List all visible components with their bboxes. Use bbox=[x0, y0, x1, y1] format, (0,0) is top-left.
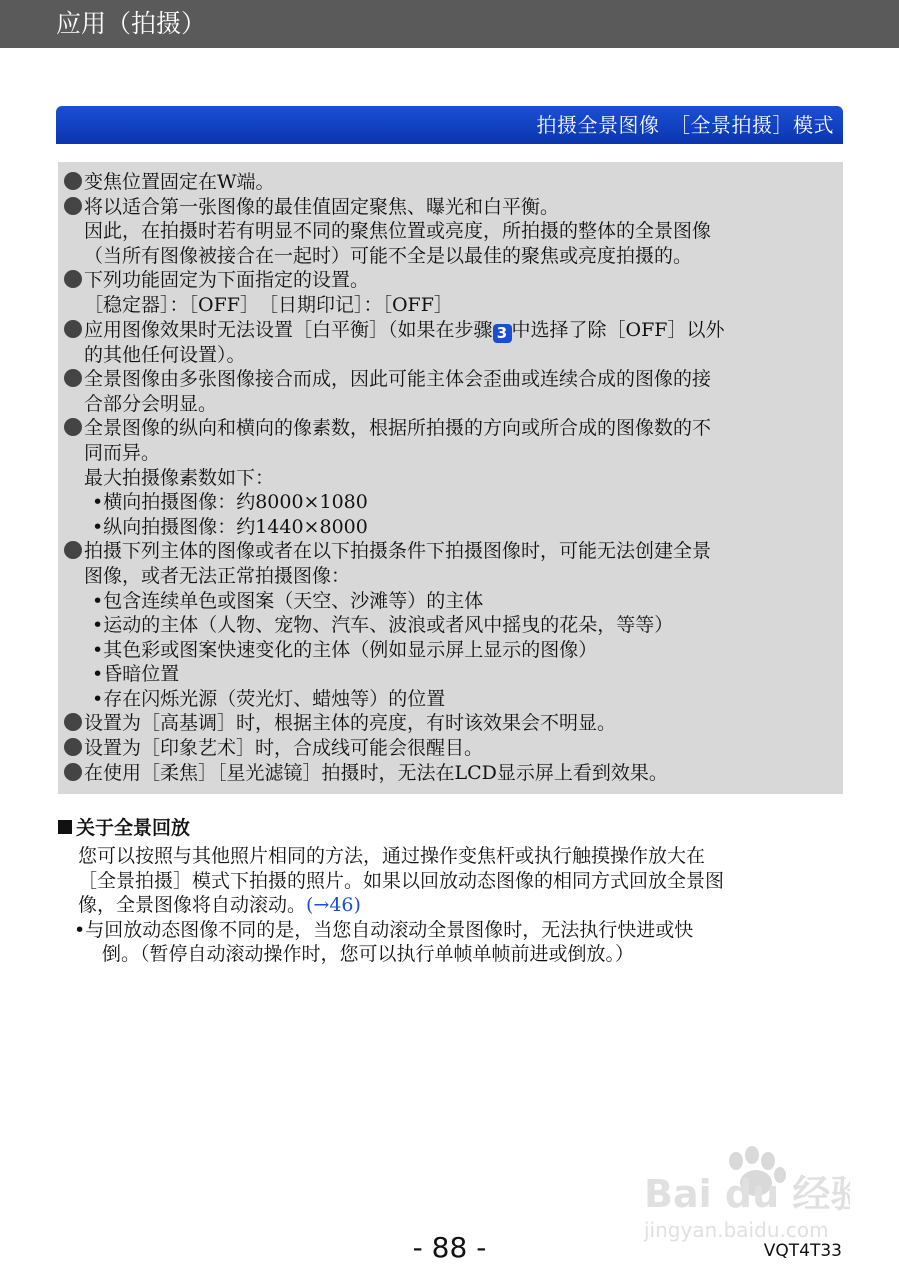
playback-note: 倒。（暂停自动滚动操作时，您可以执行单帧单帧前进或倒放。） bbox=[102, 943, 635, 966]
page-link[interactable]: (→46) bbox=[306, 894, 361, 917]
note-sub-item: •纵向拍摄图像：约1440×8000 bbox=[92, 515, 368, 538]
bullet-icon bbox=[64, 713, 82, 731]
note-item: 全景图像的纵向和横向的像素数，根据所拍摄的方向或所合成的图像数的不 bbox=[64, 416, 839, 441]
header-bar bbox=[0, 0, 899, 48]
square-bullet-icon bbox=[58, 820, 72, 834]
watermark-brand: Bai du 经验 bbox=[644, 1172, 850, 1216]
bullet-icon bbox=[64, 763, 82, 781]
note-text: 的其他任何设置）。 bbox=[84, 343, 246, 366]
note-sub-item: •包含连续单色或图案（天空、沙滩等）的主体 bbox=[92, 589, 484, 612]
note-text: ［稳定器］：［OFF］ ［日期印记］：［OFF］ bbox=[84, 293, 453, 316]
note-sub-item: •存在闪烁光源（荧光灯、蜡烛等）的位置 bbox=[92, 687, 446, 710]
note-sub-item: •运动的主体（人物、宠物、汽车、波浪或者风中摇曳的花朵，等等） bbox=[92, 614, 674, 637]
bullet-icon bbox=[64, 320, 82, 338]
note-item: 变焦位置固定在W端。 bbox=[64, 170, 839, 195]
playback-text: ［全景拍摄］模式下拍摄的照片。如果以回放动态图像的相同方式回放全景图 bbox=[78, 869, 725, 892]
step-3-icon: 3 bbox=[493, 324, 512, 343]
note-item: 全景图像由多张图像接合而成，因此可能主体会歪曲或连续合成的图像的接 bbox=[64, 367, 839, 392]
document-code: VQT4T33 bbox=[763, 1241, 842, 1261]
playback-note: •与回放动态图像不同的是，当您自动滚动全景图像时，无法执行快进或快 bbox=[74, 918, 694, 941]
note-item: 拍摄下列主体的图像或者在以下拍摄条件下拍摄图像时，可能无法创建全景 bbox=[64, 539, 839, 564]
note-text: （当所有图像被接合在一起时）可能不全是以最佳的聚焦或亮度拍摄的。 bbox=[84, 244, 693, 267]
note-item: 将以适合第一张图像的最佳值固定聚焦、曝光和白平衡。 bbox=[64, 195, 839, 220]
note-item: 应用图像效果时无法设置［白平衡］（如果在步骤 3 中选择了除［OFF］以外 bbox=[64, 318, 839, 343]
watermark bbox=[640, 1145, 850, 1245]
note-sub-item: •昏暗位置 bbox=[92, 663, 180, 686]
page-number: - 88 - bbox=[412, 1231, 487, 1264]
bullet-icon bbox=[64, 369, 82, 387]
bullet-icon bbox=[64, 541, 82, 559]
bullet-icon bbox=[64, 172, 82, 190]
playback-body bbox=[74, 844, 838, 967]
note-sub-item: •其色彩或图案快速变化的主体（例如显示屏上显示的图像） bbox=[92, 638, 598, 661]
watermark-url: jingyan.baidu.com bbox=[644, 1218, 829, 1242]
header-title: 应用（拍摄） bbox=[56, 9, 207, 38]
note-text: 最大拍摄像素数如下： bbox=[84, 466, 275, 489]
note-text: 合部分会明显。 bbox=[84, 392, 218, 415]
section-title: 拍摄全景图像 ［全景拍摄］模式 bbox=[536, 113, 834, 137]
note-item: 设置为［印象艺术］时，合成线可能会很醒目。 bbox=[64, 736, 839, 761]
playback-heading: 关于全景回放 bbox=[58, 816, 190, 840]
bullet-icon bbox=[64, 270, 82, 288]
note-text: 因此，在拍摄时若有明显不同的聚焦位置或亮度，所拍摄的整体的全景图像 bbox=[84, 220, 712, 243]
bullet-icon bbox=[64, 738, 82, 756]
note-sub-item: •横向拍摄图像：约8000×1080 bbox=[92, 491, 368, 514]
note-text: 同而异。 bbox=[84, 441, 161, 464]
note-text: 图像，或者无法正常拍摄图像： bbox=[84, 564, 351, 587]
note-item: 在使用［柔焦］［星光滤镜］拍摄时，无法在LCD显示屏上看到效果。 bbox=[64, 761, 839, 786]
note-item: 设置为［高基调］时，根据主体的亮度，有时该效果会不明显。 bbox=[64, 711, 839, 736]
playback-text: 像，全景图像将自动滚动。(→46) bbox=[78, 894, 361, 917]
playback-text: 您可以按照与其他照片相同的方法，通过操作变焦杆或执行触摸操作放大在 bbox=[78, 845, 706, 867]
bullet-icon bbox=[64, 197, 82, 215]
note-item: 下列功能固定为下面指定的设置。 bbox=[64, 268, 839, 293]
baidu-paw-icon bbox=[640, 1145, 850, 1245]
notes-box bbox=[58, 162, 843, 794]
bullet-icon bbox=[64, 418, 82, 436]
section-title-bar bbox=[56, 106, 843, 144]
